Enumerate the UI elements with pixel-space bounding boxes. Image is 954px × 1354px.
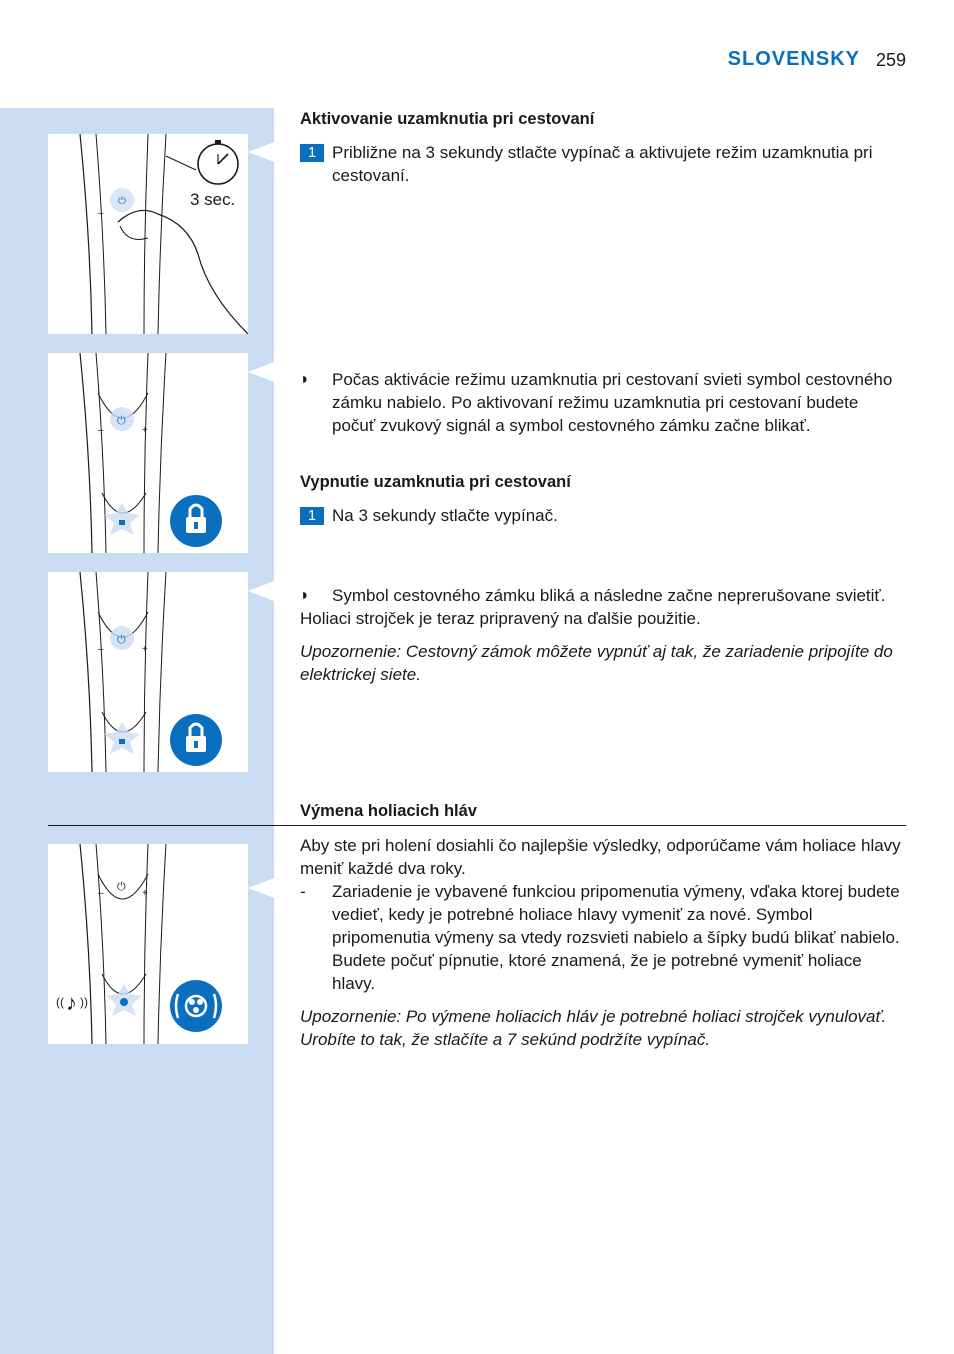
dash-text: Zariadenie je vybavené funkciou pripomenutia výmeny, vďaka ktorej budete vedieť, kedy je potrebné holiace hlavy vymeniť za nové. Symbol pripomenutia výmeny sa vtedy rozsvieti nabielo a šípky budú blikať nabielo. Budete počuť pípnutie, ktoré znamená, že je potrebné vymeniť holiace hlavy. <box>332 882 900 993</box>
step-text: Približne na 3 sekundy stlačte vypínač a aktivujete režim uzamknutia pri cestovaní. <box>332 143 873 185</box>
step-item <box>300 141 905 187</box>
note-text: Po výmene holiacich hláv je potrebné holiaci strojček vynulovať. Urobíte to tak, že stlačíte a 7 sekúnd podržíte vypínač. <box>300 1007 887 1049</box>
section-replacement <box>300 800 905 823</box>
note <box>300 1005 905 1051</box>
step-number-badge: 1 <box>300 144 324 162</box>
page-number: 259 <box>875 50 906 70</box>
note-text: Cestovný zámok môžete vypnúť aj tak, že zariadenie pripojíte do elektrickej siete. <box>300 642 893 684</box>
svg-text:–: – <box>98 888 104 899</box>
stopwatch-icon <box>48 134 248 334</box>
step-item <box>300 504 905 527</box>
bullet-text: Počas aktivácie režimu uzamknutia pri cestovaní svieti symbol cestovného zámku nabielo. Po aktivovaní režimu uzamknutia pri cestovaní budete počuť zvukový signál a symbol cestovného zámku začne blikať. <box>332 370 893 435</box>
svg-text:⏻: ⏻ <box>117 881 126 893</box>
intro-text: Aby ste pri holení dosiahli čo najlepšie výsledky, odporúčame vám holiace hlavy meniť každé dva roky. <box>300 836 901 878</box>
svg-text:+: + <box>142 644 148 655</box>
svg-text:)): )) <box>80 995 88 1009</box>
bullet-icon: ◗ <box>300 371 310 388</box>
svg-text:⏻: ⏻ <box>118 196 126 207</box>
bullet-text: Symbol cestovného zámku bliká a následne začne neprerušovane svietiť. <box>332 586 886 605</box>
panel-pointer <box>248 362 274 382</box>
section-activate <box>300 108 905 187</box>
section-deactivate-result <box>300 584 905 686</box>
note <box>300 640 905 686</box>
shaving-head-replacement-icon <box>48 844 248 1044</box>
bullet-item <box>300 584 905 607</box>
section-title: Výmena holiacich hláv <box>300 802 477 820</box>
svg-text:–: – <box>98 425 104 436</box>
panel-pointer <box>248 878 274 898</box>
section-title: Aktivovanie uzamknutia pri cestovaní <box>300 110 595 128</box>
section-replacement-body <box>300 834 905 1051</box>
result-text: Holiaci strojček je teraz pripravený na ďalšie použitie. <box>300 609 701 628</box>
section-divider <box>48 825 906 826</box>
svg-text:⏻: ⏻ <box>117 415 126 427</box>
section-title: Vypnutie uzamknutia pri cestovaní <box>300 473 571 491</box>
language-header: SLOVENSKY <box>727 48 860 70</box>
dash-item <box>300 880 905 995</box>
svg-text:+: + <box>142 425 148 436</box>
svg-text:⏻: ⏻ <box>117 634 126 646</box>
step-number-badge: 1 <box>300 507 324 525</box>
panel-pointer <box>248 581 274 601</box>
svg-text:((: (( <box>56 995 64 1009</box>
bullet-icon: ◗ <box>300 587 310 604</box>
timer-label: 3 sec. <box>190 190 236 209</box>
section-deactivate <box>300 471 905 527</box>
dash-marker: - <box>300 882 306 901</box>
illustration-replacement-reminder <box>48 844 248 1044</box>
step-text: Na 3 sekundy stlačte vypínač. <box>332 506 558 525</box>
bullet-item <box>300 368 905 437</box>
illustration-lock-on <box>48 353 248 553</box>
illustration-lock-off <box>48 572 248 772</box>
svg-text:–: – <box>98 644 104 655</box>
note-label: Upozornenie: <box>300 642 402 661</box>
note-label: Upozornenie: <box>300 1007 402 1026</box>
illustration-activate <box>48 134 248 334</box>
panel-pointer <box>248 142 274 162</box>
lock-icon <box>48 353 248 553</box>
section-activate-result <box>300 368 905 437</box>
svg-text:–: – <box>98 208 104 219</box>
svg-text:♪: ♪ <box>66 990 77 1015</box>
svg-text:+: + <box>142 888 148 899</box>
lock-icon <box>48 572 248 772</box>
